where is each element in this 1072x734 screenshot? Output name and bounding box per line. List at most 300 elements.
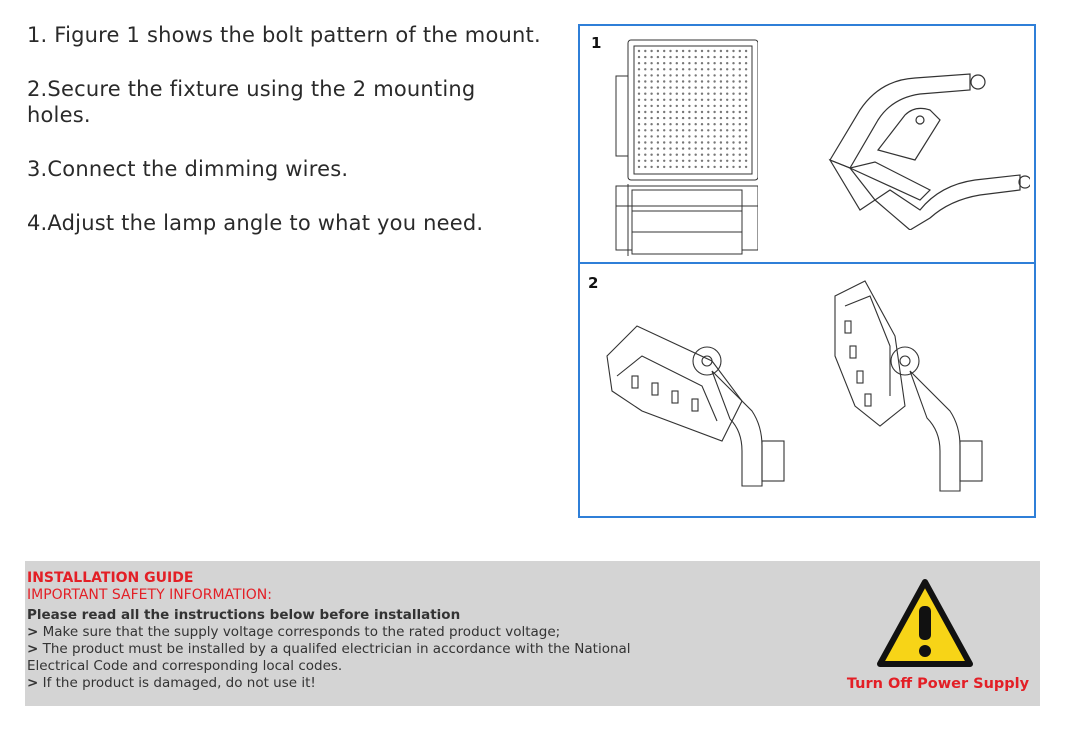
led-dot [650, 56, 652, 58]
led-dot [638, 80, 640, 82]
led-dot [713, 62, 715, 64]
led-dot [713, 105, 715, 107]
led-dot [682, 141, 684, 143]
led-dot [676, 129, 678, 131]
led-dot [713, 129, 715, 131]
led-dot [644, 111, 646, 113]
led-dot [695, 129, 697, 131]
led-dot [669, 154, 671, 156]
led-dot [688, 80, 690, 82]
led-dot [732, 99, 734, 101]
led-dot [682, 147, 684, 149]
led-dot [663, 154, 665, 156]
led-dot [657, 129, 659, 131]
led-dot [713, 86, 715, 88]
led-dot [701, 86, 703, 88]
led-dot [701, 56, 703, 58]
led-dot [701, 141, 703, 143]
led-dot [732, 123, 734, 125]
led-dot [745, 105, 747, 107]
led-dot [638, 135, 640, 137]
led-dot [732, 135, 734, 137]
led-dot [745, 123, 747, 125]
led-dot [657, 56, 659, 58]
led-dot [713, 99, 715, 101]
led-dot [644, 56, 646, 58]
led-dot [638, 74, 640, 76]
led-dot [707, 147, 709, 149]
led-dot [638, 117, 640, 119]
led-dot [707, 123, 709, 125]
led-dot [644, 123, 646, 125]
led-dot [669, 62, 671, 64]
led-dot [732, 105, 734, 107]
led-dot [695, 56, 697, 58]
led-dot [650, 80, 652, 82]
led-dot [745, 56, 747, 58]
led-dot [707, 99, 709, 101]
led-dot [745, 99, 747, 101]
led-dot [701, 74, 703, 76]
led-dot [676, 166, 678, 168]
led-dot [676, 56, 678, 58]
led-dot [682, 160, 684, 162]
led-dot [739, 166, 741, 168]
led-dot [676, 105, 678, 107]
led-dot [701, 135, 703, 137]
led-dot [707, 80, 709, 82]
led-dot [657, 80, 659, 82]
led-dot [707, 50, 709, 52]
led-dot [688, 141, 690, 143]
led-dot [663, 111, 665, 113]
led-dot [663, 68, 665, 70]
led-dot [701, 50, 703, 52]
led-dot [638, 166, 640, 168]
led-dot [663, 56, 665, 58]
led-dot [695, 117, 697, 119]
led-dot [739, 147, 741, 149]
led-dot [644, 135, 646, 137]
step-2: 2.Secure the fixture using the 2 mounting holes. [27, 77, 476, 127]
led-dot [739, 154, 741, 156]
led-dot [644, 86, 646, 88]
led-dot [657, 93, 659, 95]
figure-box [578, 24, 1036, 518]
led-dot [701, 93, 703, 95]
led-dot [650, 105, 652, 107]
led-dot [682, 68, 684, 70]
led-dot [707, 154, 709, 156]
led-dot [688, 62, 690, 64]
led-dot [638, 86, 640, 88]
figure-2-label: 2 [588, 274, 599, 292]
led-dot [682, 135, 684, 137]
safety-text [27, 570, 667, 692]
led-dot [739, 62, 741, 64]
led-dot [657, 154, 659, 156]
led-dot [720, 166, 722, 168]
led-dot [726, 93, 728, 95]
led-dot [657, 111, 659, 113]
led-dot [676, 117, 678, 119]
led-dot [726, 86, 728, 88]
led-dot [650, 99, 652, 101]
led-dot [638, 105, 640, 107]
led-dot [701, 99, 703, 101]
led-dot [676, 86, 678, 88]
led-dot [713, 123, 715, 125]
led-dot [732, 166, 734, 168]
led-dot [701, 62, 703, 64]
led-dot [638, 99, 640, 101]
led-dot [638, 147, 640, 149]
led-dot [732, 50, 734, 52]
led-dot [745, 86, 747, 88]
led-dot [745, 74, 747, 76]
led-dot [713, 160, 715, 162]
led-dot [676, 154, 678, 156]
led-dot [739, 105, 741, 107]
led-dot [732, 68, 734, 70]
led-dot [713, 50, 715, 52]
led-dot [669, 141, 671, 143]
led-dot [638, 93, 640, 95]
led-dot [745, 154, 747, 156]
led-dot [682, 129, 684, 131]
led-dot [682, 154, 684, 156]
led-dot [726, 111, 728, 113]
led-dot [676, 160, 678, 162]
led-dot [657, 141, 659, 143]
led-dot [676, 50, 678, 52]
led-dot [726, 68, 728, 70]
led-dot [638, 129, 640, 131]
led-dot [676, 111, 678, 113]
guide-title: INSTALLATION GUIDE [27, 570, 194, 586]
led-dot [644, 154, 646, 156]
led-dot [650, 147, 652, 149]
led-dot [713, 74, 715, 76]
led-dot [644, 141, 646, 143]
led-dot [732, 117, 734, 119]
led-dot [644, 129, 646, 131]
fixture-angle-illustration-1 [602, 301, 792, 501]
led-dot [676, 68, 678, 70]
led-dot [713, 117, 715, 119]
led-dot [739, 80, 741, 82]
led-dot [682, 74, 684, 76]
led-dot [695, 93, 697, 95]
led-dot [732, 86, 734, 88]
led-dot [669, 166, 671, 168]
led-dot [676, 80, 678, 82]
led-dot [650, 111, 652, 113]
led-dot [688, 99, 690, 101]
led-dot [663, 62, 665, 64]
led-dot [688, 160, 690, 162]
led-dot [682, 50, 684, 52]
led-dot [745, 129, 747, 131]
led-dot [695, 154, 697, 156]
led-dot [644, 62, 646, 64]
led-dot [726, 80, 728, 82]
led-dot [657, 74, 659, 76]
led-dot [739, 86, 741, 88]
led-dot [739, 68, 741, 70]
guide-subtitle: IMPORTANT SAFETY INFORMATION: [27, 587, 272, 603]
led-dot [657, 135, 659, 137]
led-dot [644, 105, 646, 107]
led-dot [682, 111, 684, 113]
led-dot [688, 154, 690, 156]
led-dot [657, 117, 659, 119]
led-dot [726, 160, 728, 162]
led-dot [701, 123, 703, 125]
led-dot [745, 147, 747, 149]
led-dot [663, 147, 665, 149]
led-dot [707, 117, 709, 119]
led-dot [644, 166, 646, 168]
led-dot [720, 99, 722, 101]
warning-icon [875, 576, 975, 671]
led-dot [644, 147, 646, 149]
led-dot [644, 93, 646, 95]
led-dot [713, 68, 715, 70]
led-dot [739, 141, 741, 143]
led-dot [732, 93, 734, 95]
led-dot [682, 166, 684, 168]
led-dot [638, 56, 640, 58]
led-dot [688, 166, 690, 168]
led-dot [695, 86, 697, 88]
led-dot [745, 141, 747, 143]
led-dot [726, 105, 728, 107]
led-dot [644, 160, 646, 162]
led-dot [713, 141, 715, 143]
led-dot [701, 80, 703, 82]
led-dot [739, 93, 741, 95]
led-dot [745, 62, 747, 64]
led-dot [720, 123, 722, 125]
guide-item-1: > Make sure that the supply voltage corresponds to the rated product voltage; [27, 624, 561, 640]
led-dot [726, 62, 728, 64]
led-dot [663, 166, 665, 168]
led-dot [638, 68, 640, 70]
led-dot [676, 141, 678, 143]
led-dot [720, 62, 722, 64]
led-dot [657, 68, 659, 70]
led-dot [739, 111, 741, 113]
led-dot [657, 123, 659, 125]
led-dot [663, 105, 665, 107]
led-dot [650, 74, 652, 76]
led-dot [663, 80, 665, 82]
led-dot [701, 154, 703, 156]
led-dot [669, 80, 671, 82]
led-dot [676, 99, 678, 101]
led-dot [669, 93, 671, 95]
led-dot [720, 86, 722, 88]
led-dot [720, 160, 722, 162]
led-dot [676, 93, 678, 95]
led-dot [657, 105, 659, 107]
led-dot [732, 74, 734, 76]
led-dot [657, 147, 659, 149]
led-dot [676, 62, 678, 64]
led-dot [707, 166, 709, 168]
led-dot [720, 80, 722, 82]
led-dot [745, 50, 747, 52]
warning-label: Turn Off Power Supply [846, 676, 1030, 692]
led-dot [638, 123, 640, 125]
led-dot [726, 74, 728, 76]
led-dot [688, 56, 690, 58]
led-dot [644, 80, 646, 82]
led-dot [682, 117, 684, 119]
led-dot [739, 50, 741, 52]
led-dot [682, 80, 684, 82]
led-dot [688, 93, 690, 95]
led-dot [695, 141, 697, 143]
led-dot [707, 62, 709, 64]
led-dot [676, 74, 678, 76]
led-dot [650, 154, 652, 156]
led-dot [688, 105, 690, 107]
led-dot [732, 147, 734, 149]
led-dot [688, 68, 690, 70]
led-dot [695, 166, 697, 168]
led-dot [663, 129, 665, 131]
led-dot [707, 93, 709, 95]
led-dot [701, 166, 703, 168]
led-dot [720, 56, 722, 58]
led-dot [745, 166, 747, 168]
led-dot [739, 74, 741, 76]
led-dot [713, 93, 715, 95]
led-dot [644, 50, 646, 52]
led-dot [669, 86, 671, 88]
led-dot [720, 129, 722, 131]
step-3: 3.Connect the dimming wires. [27, 157, 349, 181]
led-dot [663, 74, 665, 76]
led-dot [669, 105, 671, 107]
led-dot [669, 50, 671, 52]
led-dot [707, 86, 709, 88]
led-dot [713, 111, 715, 113]
led-dot [695, 99, 697, 101]
led-dot [650, 123, 652, 125]
led-dot [713, 154, 715, 156]
led-dot [713, 56, 715, 58]
led-dot [644, 68, 646, 70]
led-dot [726, 56, 728, 58]
led-dot [701, 117, 703, 119]
led-dot [663, 93, 665, 95]
led-dot [650, 141, 652, 143]
led-dot [657, 166, 659, 168]
led-dot [663, 99, 665, 101]
led-dot [707, 74, 709, 76]
led-dot [720, 74, 722, 76]
led-dot [695, 50, 697, 52]
led-dot [682, 99, 684, 101]
led-dot [688, 129, 690, 131]
led-dot [650, 50, 652, 52]
led-dot [701, 147, 703, 149]
led-dot [695, 111, 697, 113]
led-dot [682, 86, 684, 88]
led-dot [695, 160, 697, 162]
led-dot [745, 93, 747, 95]
led-dot [657, 50, 659, 52]
led-dot [688, 135, 690, 137]
led-dot [657, 99, 659, 101]
led-dot [688, 117, 690, 119]
led-dot [732, 56, 734, 58]
led-dot [726, 117, 728, 119]
led-dot [720, 154, 722, 156]
led-dot [663, 123, 665, 125]
led-dot [695, 62, 697, 64]
led-dot [707, 105, 709, 107]
led-dot [669, 68, 671, 70]
led-dot [669, 123, 671, 125]
led-dot [732, 154, 734, 156]
led-dot [676, 147, 678, 149]
guide-item-2: > The product must be installed by a qualifed electrician in accordance with the National Electrical Code and corresponding local codes. [27, 641, 631, 674]
led-dot [695, 135, 697, 137]
led-dot [726, 147, 728, 149]
led-dot [695, 68, 697, 70]
instruction-steps [27, 22, 567, 264]
led-dot [713, 80, 715, 82]
led-dot [726, 154, 728, 156]
led-dot [739, 56, 741, 58]
led-dot [638, 111, 640, 113]
led-dot [707, 111, 709, 113]
led-dot [669, 74, 671, 76]
led-dot [720, 50, 722, 52]
led-dot [657, 160, 659, 162]
led-dot [650, 93, 652, 95]
led-dot [695, 74, 697, 76]
led-dot [682, 123, 684, 125]
led-dot [720, 117, 722, 119]
led-dot [657, 86, 659, 88]
led-dot [739, 129, 741, 131]
led-dot [720, 93, 722, 95]
led-dot [669, 99, 671, 101]
led-dot [650, 86, 652, 88]
fixture-angle-illustration-2 [825, 276, 1025, 506]
led-dot [663, 117, 665, 119]
led-dot [739, 117, 741, 119]
led-dot [688, 147, 690, 149]
led-dot [732, 62, 734, 64]
led-dot [657, 62, 659, 64]
led-dot [720, 147, 722, 149]
led-dot [663, 141, 665, 143]
led-dot [745, 111, 747, 113]
led-dot [732, 111, 734, 113]
led-dot [682, 93, 684, 95]
led-dot [676, 123, 678, 125]
led-dot [713, 166, 715, 168]
led-dot [745, 117, 747, 119]
led-dot [720, 141, 722, 143]
led-dot [701, 111, 703, 113]
